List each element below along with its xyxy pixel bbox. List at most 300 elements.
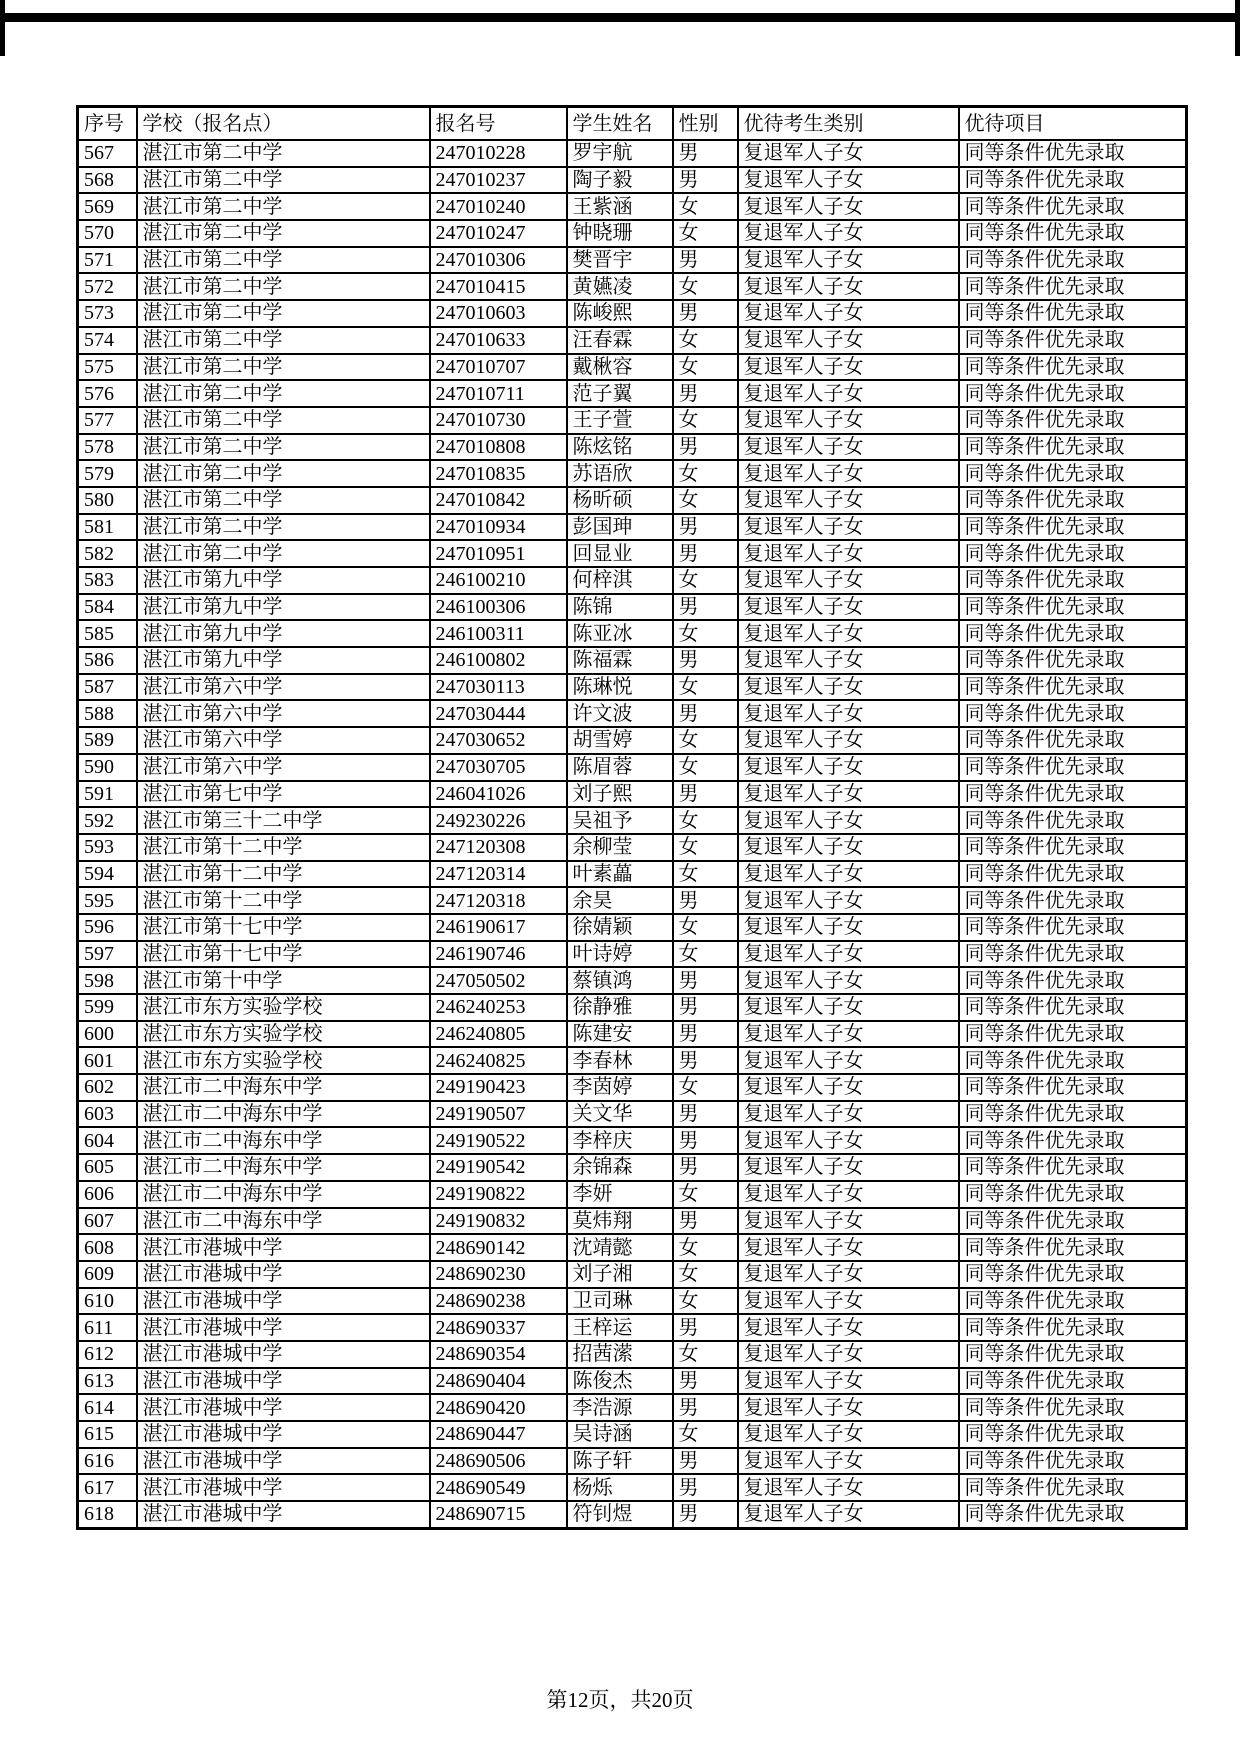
table-row [78, 781, 1187, 808]
col-category: 复退军人子女 [738, 1181, 959, 1208]
col-gender: 男 [673, 1154, 738, 1181]
col-gender: 女 [673, 807, 738, 834]
col-gender: 男 [673, 380, 738, 407]
col-serial-no: 581 [78, 514, 137, 541]
col-category: 复退军人子女 [738, 1341, 959, 1368]
table-row [78, 1101, 1187, 1128]
col-student-name: 陈眉蓉 [567, 754, 673, 781]
col-school: 湛江市第二中学 [137, 327, 430, 354]
table-row [78, 807, 1187, 834]
col-school: 湛江市第六中学 [137, 727, 430, 754]
col-registration-no: 247010711 [430, 380, 567, 407]
table-row [78, 967, 1187, 994]
col-category: 复退军人子女 [738, 1101, 959, 1128]
table-row [78, 1181, 1187, 1208]
col-gender: 男 [673, 1501, 738, 1528]
col-registration-no: 247010237 [430, 167, 567, 194]
col-serial-no: 575 [78, 354, 137, 381]
col-gender: 女 [673, 220, 738, 247]
col-serial-no: 618 [78, 1501, 137, 1528]
col-student-name: 杨烁 [567, 1474, 673, 1501]
table-row [78, 140, 1187, 167]
table-row [78, 460, 1187, 487]
col-serial-no: 569 [78, 193, 137, 220]
col-student-name: 蔡镇鸿 [567, 967, 673, 994]
scan-artifact-left-edge [0, 0, 5, 56]
col-gender: 男 [673, 514, 738, 541]
col-gender: 女 [673, 1181, 738, 1208]
col-preferential-item: 同等条件优先录取 [959, 167, 1187, 194]
col-preferential-item: 同等条件优先录取 [959, 834, 1187, 861]
col-gender: 男 [673, 1127, 738, 1154]
col-preferential-item: 同等条件优先录取 [959, 567, 1187, 594]
col-school: 湛江市东方实验学校 [137, 1047, 430, 1074]
col-student-name: 刘子熙 [567, 781, 673, 808]
col-gender: 男 [673, 1021, 738, 1048]
col-student-name: 王紫涵 [567, 193, 673, 220]
col-preferential-item: 同等条件优先录取 [959, 300, 1187, 327]
col-serial-no: 583 [78, 567, 137, 594]
col-gender: 男 [673, 540, 738, 567]
col-category: 复退军人子女 [738, 941, 959, 968]
col-preferential-item: 同等条件优先录取 [959, 994, 1187, 1021]
col-school: 湛江市第二中学 [137, 220, 430, 247]
col-student-name: 余昊 [567, 887, 673, 914]
col-school: 湛江市第六中学 [137, 754, 430, 781]
table-row [78, 354, 1187, 381]
col-preferential-item: 同等条件优先录取 [959, 1101, 1187, 1128]
col-category: 复退军人子女 [738, 914, 959, 941]
col-school: 湛江市第二中学 [137, 434, 430, 461]
col-category: 复退军人子女 [738, 434, 959, 461]
scan-artifact-right-edge [1235, 0, 1240, 56]
col-student-name: 李妍 [567, 1181, 673, 1208]
col-serial-no: 600 [78, 1021, 137, 1048]
col-preferential-item: 同等条件优先录取 [959, 620, 1187, 647]
col-student-name: 杨昕硕 [567, 487, 673, 514]
col-serial-no: 604 [78, 1127, 137, 1154]
col-serial-no: 608 [78, 1234, 137, 1261]
col-student-name: 李浩源 [567, 1394, 673, 1421]
col-preferential-item: 同等条件优先录取 [959, 407, 1187, 434]
col-serial-no: 572 [78, 273, 137, 300]
col-category: 复退军人子女 [738, 354, 959, 381]
col-gender: 男 [673, 1101, 738, 1128]
col-category: 复退军人子女 [738, 140, 959, 167]
col-gender: 女 [673, 727, 738, 754]
col-registration-no: 246190617 [430, 914, 567, 941]
col-registration-no: 247120318 [430, 887, 567, 914]
col-preferential-item: 同等条件优先录取 [959, 1074, 1187, 1101]
col-school: 湛江市东方实验学校 [137, 1021, 430, 1048]
col-preferential-item: 同等条件优先录取 [959, 1127, 1187, 1154]
col-registration-no: 247030652 [430, 727, 567, 754]
col-category: 复退军人子女 [738, 700, 959, 727]
col-serial-no: 573 [78, 300, 137, 327]
col-registration-no: 246041026 [430, 781, 567, 808]
table-row [78, 1314, 1187, 1341]
col-school: 湛江市港城中学 [137, 1394, 430, 1421]
header-col-school: 学校（报名点） [137, 107, 430, 141]
col-serial-no: 606 [78, 1181, 137, 1208]
col-preferential-item: 同等条件优先录取 [959, 1021, 1187, 1048]
col-category: 复退军人子女 [738, 487, 959, 514]
table-row [78, 887, 1187, 914]
col-preferential-item: 同等条件优先录取 [959, 247, 1187, 274]
col-registration-no: 249190542 [430, 1154, 567, 1181]
col-gender: 男 [673, 300, 738, 327]
col-school: 湛江市港城中学 [137, 1288, 430, 1315]
col-serial-no: 571 [78, 247, 137, 274]
col-school: 湛江市第九中学 [137, 647, 430, 674]
col-serial-no: 616 [78, 1448, 137, 1475]
col-school: 湛江市第二中学 [137, 460, 430, 487]
col-gender: 男 [673, 594, 738, 621]
col-category: 复退军人子女 [738, 834, 959, 861]
col-registration-no: 247030705 [430, 754, 567, 781]
col-category: 复退军人子女 [738, 1074, 959, 1101]
table-row [78, 674, 1187, 701]
table-row [78, 914, 1187, 941]
col-gender: 女 [673, 1288, 738, 1315]
col-preferential-item: 同等条件优先录取 [959, 861, 1187, 888]
col-student-name: 汪春霖 [567, 327, 673, 354]
col-student-name: 李茵婷 [567, 1074, 673, 1101]
table-row [78, 567, 1187, 594]
col-gender: 男 [673, 247, 738, 274]
col-preferential-item: 同等条件优先录取 [959, 1501, 1187, 1528]
col-registration-no: 247010951 [430, 540, 567, 567]
col-student-name: 符钊煜 [567, 1501, 673, 1528]
col-gender: 女 [673, 674, 738, 701]
col-preferential-item: 同等条件优先录取 [959, 781, 1187, 808]
col-gender: 男 [673, 1047, 738, 1074]
col-registration-no: 247010240 [430, 193, 567, 220]
col-category: 复退军人子女 [738, 1421, 959, 1448]
col-serial-no: 589 [78, 727, 137, 754]
col-registration-no: 247010603 [430, 300, 567, 327]
col-serial-no: 570 [78, 220, 137, 247]
col-school: 湛江市第二中学 [137, 247, 430, 274]
col-serial-no: 586 [78, 647, 137, 674]
col-registration-no: 248690230 [430, 1261, 567, 1288]
col-preferential-item: 同等条件优先录取 [959, 273, 1187, 300]
col-category: 复退军人子女 [738, 807, 959, 834]
col-registration-no: 248690354 [430, 1341, 567, 1368]
header-col-serial-no: 序号 [78, 107, 137, 141]
col-serial-no: 597 [78, 941, 137, 968]
table-row [78, 1501, 1187, 1528]
col-registration-no: 247010415 [430, 273, 567, 300]
col-category: 复退军人子女 [738, 1021, 959, 1048]
col-school: 湛江市第二中学 [137, 380, 430, 407]
col-category: 复退军人子女 [738, 1474, 959, 1501]
col-serial-no: 574 [78, 327, 137, 354]
col-preferential-item: 同等条件优先录取 [959, 354, 1187, 381]
col-preferential-item: 同等条件优先录取 [959, 700, 1187, 727]
col-student-name: 陈炫铭 [567, 434, 673, 461]
col-category: 复退军人子女 [738, 1234, 959, 1261]
col-category: 复退军人子女 [738, 994, 959, 1021]
table-row [78, 327, 1187, 354]
col-category: 复退军人子女 [738, 273, 959, 300]
col-student-name: 范子翼 [567, 380, 673, 407]
col-student-name: 李梓庆 [567, 1127, 673, 1154]
col-registration-no: 248690142 [430, 1234, 567, 1261]
col-preferential-item: 同等条件优先录取 [959, 887, 1187, 914]
col-category: 复退军人子女 [738, 647, 959, 674]
col-preferential-item: 同等条件优先录取 [959, 220, 1187, 247]
col-school: 湛江市港城中学 [137, 1261, 430, 1288]
col-gender: 女 [673, 327, 738, 354]
col-registration-no: 248690238 [430, 1288, 567, 1315]
col-school: 湛江市二中海东中学 [137, 1154, 430, 1181]
col-preferential-item: 同等条件优先录取 [959, 1368, 1187, 1395]
header-col-registration-no: 报名号 [430, 107, 567, 141]
col-school: 湛江市港城中学 [137, 1474, 430, 1501]
col-preferential-item: 同等条件优先录取 [959, 647, 1187, 674]
table-row [78, 1234, 1187, 1261]
table-row [78, 700, 1187, 727]
table-body [78, 140, 1187, 1528]
col-serial-no: 579 [78, 460, 137, 487]
col-serial-no: 607 [78, 1208, 137, 1235]
col-gender: 男 [673, 647, 738, 674]
col-serial-no: 578 [78, 434, 137, 461]
col-gender: 女 [673, 460, 738, 487]
col-serial-no: 613 [78, 1368, 137, 1395]
table-row [78, 1368, 1187, 1395]
col-school: 湛江市港城中学 [137, 1448, 430, 1475]
col-school: 湛江市港城中学 [137, 1314, 430, 1341]
col-registration-no: 247050502 [430, 967, 567, 994]
table-row [78, 834, 1187, 861]
col-school: 湛江市第六中学 [137, 700, 430, 727]
col-student-name: 吴祖予 [567, 807, 673, 834]
col-gender: 女 [673, 1234, 738, 1261]
col-category: 复退军人子女 [738, 1448, 959, 1475]
col-category: 复退军人子女 [738, 1394, 959, 1421]
table-row [78, 754, 1187, 781]
col-gender: 女 [673, 914, 738, 941]
col-student-name: 陈子轩 [567, 1448, 673, 1475]
col-preferential-item: 同等条件优先录取 [959, 327, 1187, 354]
col-gender: 女 [673, 487, 738, 514]
col-student-name: 陈俊杰 [567, 1368, 673, 1395]
col-preferential-item: 同等条件优先录取 [959, 193, 1187, 220]
col-preferential-item: 同等条件优先录取 [959, 514, 1187, 541]
col-gender: 女 [673, 754, 738, 781]
col-category: 复退军人子女 [738, 167, 959, 194]
col-serial-no: 610 [78, 1288, 137, 1315]
header-col-preferential-item: 优待项目 [959, 107, 1187, 141]
col-school: 湛江市第三十二中学 [137, 807, 430, 834]
col-student-name: 胡雪婷 [567, 727, 673, 754]
col-registration-no: 247030113 [430, 674, 567, 701]
col-gender: 男 [673, 1208, 738, 1235]
table-row [78, 1074, 1187, 1101]
col-registration-no: 249190507 [430, 1101, 567, 1128]
col-registration-no: 247010228 [430, 140, 567, 167]
col-category: 复退军人子女 [738, 193, 959, 220]
col-serial-no: 584 [78, 594, 137, 621]
col-school: 湛江市第二中学 [137, 273, 430, 300]
page-number-footer: 第12页，共20页 [546, 1688, 694, 1712]
col-student-name: 回显业 [567, 540, 673, 567]
table-row [78, 540, 1187, 567]
col-preferential-item: 同等条件优先录取 [959, 674, 1187, 701]
col-gender: 女 [673, 407, 738, 434]
col-preferential-item: 同等条件优先录取 [959, 1234, 1187, 1261]
col-student-name: 苏语欣 [567, 460, 673, 487]
col-preferential-item: 同等条件优先录取 [959, 540, 1187, 567]
col-preferential-item: 同等条件优先录取 [959, 727, 1187, 754]
col-registration-no: 247010835 [430, 460, 567, 487]
col-registration-no: 247010842 [430, 487, 567, 514]
col-school: 湛江市第六中学 [137, 674, 430, 701]
col-serial-no: 602 [78, 1074, 137, 1101]
col-registration-no: 246100802 [430, 647, 567, 674]
col-serial-no: 591 [78, 781, 137, 808]
col-serial-no: 582 [78, 540, 137, 567]
col-student-name: 叶诗婷 [567, 941, 673, 968]
col-school: 湛江市第二中学 [137, 540, 430, 567]
col-student-name: 陈建安 [567, 1021, 673, 1048]
col-student-name: 陈琳悦 [567, 674, 673, 701]
col-student-name: 刘子湘 [567, 1261, 673, 1288]
col-category: 复退军人子女 [738, 781, 959, 808]
col-gender: 男 [673, 967, 738, 994]
col-serial-no: 567 [78, 140, 137, 167]
col-school: 湛江市第二中学 [137, 514, 430, 541]
table-header [78, 107, 1187, 141]
table-row [78, 220, 1187, 247]
table-row [78, 994, 1187, 1021]
table-row [78, 300, 1187, 327]
col-gender: 女 [673, 620, 738, 647]
col-registration-no: 246240805 [430, 1021, 567, 1048]
col-registration-no: 247010808 [430, 434, 567, 461]
col-gender: 女 [673, 354, 738, 381]
col-gender: 男 [673, 1448, 738, 1475]
col-gender: 男 [673, 1474, 738, 1501]
col-registration-no: 248690420 [430, 1394, 567, 1421]
col-gender: 女 [673, 1341, 738, 1368]
col-serial-no: 592 [78, 807, 137, 834]
col-gender: 男 [673, 994, 738, 1021]
col-registration-no: 249190423 [430, 1074, 567, 1101]
col-serial-no: 588 [78, 700, 137, 727]
col-preferential-item: 同等条件优先录取 [959, 1314, 1187, 1341]
col-school: 湛江市第九中学 [137, 594, 430, 621]
scan-artifact-top-bar [0, 13, 1240, 22]
col-serial-no: 596 [78, 914, 137, 941]
col-category: 复退军人子女 [738, 674, 959, 701]
col-registration-no: 249230226 [430, 807, 567, 834]
col-student-name: 沈靖懿 [567, 1234, 673, 1261]
col-category: 复退军人子女 [738, 460, 959, 487]
col-category: 复退军人子女 [738, 861, 959, 888]
col-school: 湛江市二中海东中学 [137, 1074, 430, 1101]
col-gender: 女 [673, 567, 738, 594]
col-registration-no: 247120308 [430, 834, 567, 861]
col-serial-no: 598 [78, 967, 137, 994]
col-serial-no: 580 [78, 487, 137, 514]
col-serial-no: 587 [78, 674, 137, 701]
table-row [78, 380, 1187, 407]
table-row [78, 514, 1187, 541]
col-preferential-item: 同等条件优先录取 [959, 140, 1187, 167]
col-student-name: 徐静雅 [567, 994, 673, 1021]
col-registration-no: 249190522 [430, 1127, 567, 1154]
col-registration-no: 248690549 [430, 1474, 567, 1501]
col-gender: 女 [673, 193, 738, 220]
col-school: 湛江市第十七中学 [137, 941, 430, 968]
col-category: 复退军人子女 [738, 247, 959, 274]
col-serial-no: 590 [78, 754, 137, 781]
col-category: 复退军人子女 [738, 620, 959, 647]
table-row [78, 1261, 1187, 1288]
col-preferential-item: 同等条件优先录取 [959, 1261, 1187, 1288]
col-registration-no: 247010633 [430, 327, 567, 354]
table-row [78, 1421, 1187, 1448]
col-registration-no: 246240253 [430, 994, 567, 1021]
col-student-name: 关文华 [567, 1101, 673, 1128]
col-category: 复退军人子女 [738, 300, 959, 327]
col-serial-no: 568 [78, 167, 137, 194]
col-category: 复退军人子女 [738, 540, 959, 567]
col-student-name: 黄嬿凌 [567, 273, 673, 300]
table-row [78, 861, 1187, 888]
table-row [78, 193, 1187, 220]
col-student-name: 陈锦 [567, 594, 673, 621]
col-school: 湛江市第二中学 [137, 193, 430, 220]
col-school: 湛江市第十二中学 [137, 887, 430, 914]
col-registration-no: 246100311 [430, 620, 567, 647]
col-gender: 男 [673, 700, 738, 727]
col-gender: 女 [673, 273, 738, 300]
col-serial-no: 617 [78, 1474, 137, 1501]
col-registration-no: 247010707 [430, 354, 567, 381]
col-school: 湛江市第七中学 [137, 781, 430, 808]
col-student-name: 李春林 [567, 1047, 673, 1074]
col-school: 湛江市第十中学 [137, 967, 430, 994]
col-category: 复退军人子女 [738, 727, 959, 754]
col-registration-no: 247010306 [430, 247, 567, 274]
col-school: 湛江市第二中学 [137, 487, 430, 514]
table-row [78, 1208, 1187, 1235]
col-preferential-item: 同等条件优先录取 [959, 487, 1187, 514]
header-row [78, 107, 1187, 141]
col-student-name: 彭国珅 [567, 514, 673, 541]
col-category: 复退军人子女 [738, 967, 959, 994]
col-school: 湛江市二中海东中学 [137, 1208, 430, 1235]
col-serial-no: 599 [78, 994, 137, 1021]
col-school: 湛江市第二中学 [137, 167, 430, 194]
col-category: 复退军人子女 [738, 1047, 959, 1074]
col-preferential-item: 同等条件优先录取 [959, 460, 1187, 487]
table-row [78, 620, 1187, 647]
col-student-name: 吴诗涵 [567, 1421, 673, 1448]
col-serial-no: 603 [78, 1101, 137, 1128]
col-registration-no: 247010934 [430, 514, 567, 541]
table-row [78, 247, 1187, 274]
col-serial-no: 595 [78, 887, 137, 914]
col-category: 复退军人子女 [738, 1501, 959, 1528]
col-category: 复退军人子女 [738, 220, 959, 247]
student-roster-table [76, 105, 1188, 1530]
col-gender: 男 [673, 1314, 738, 1341]
